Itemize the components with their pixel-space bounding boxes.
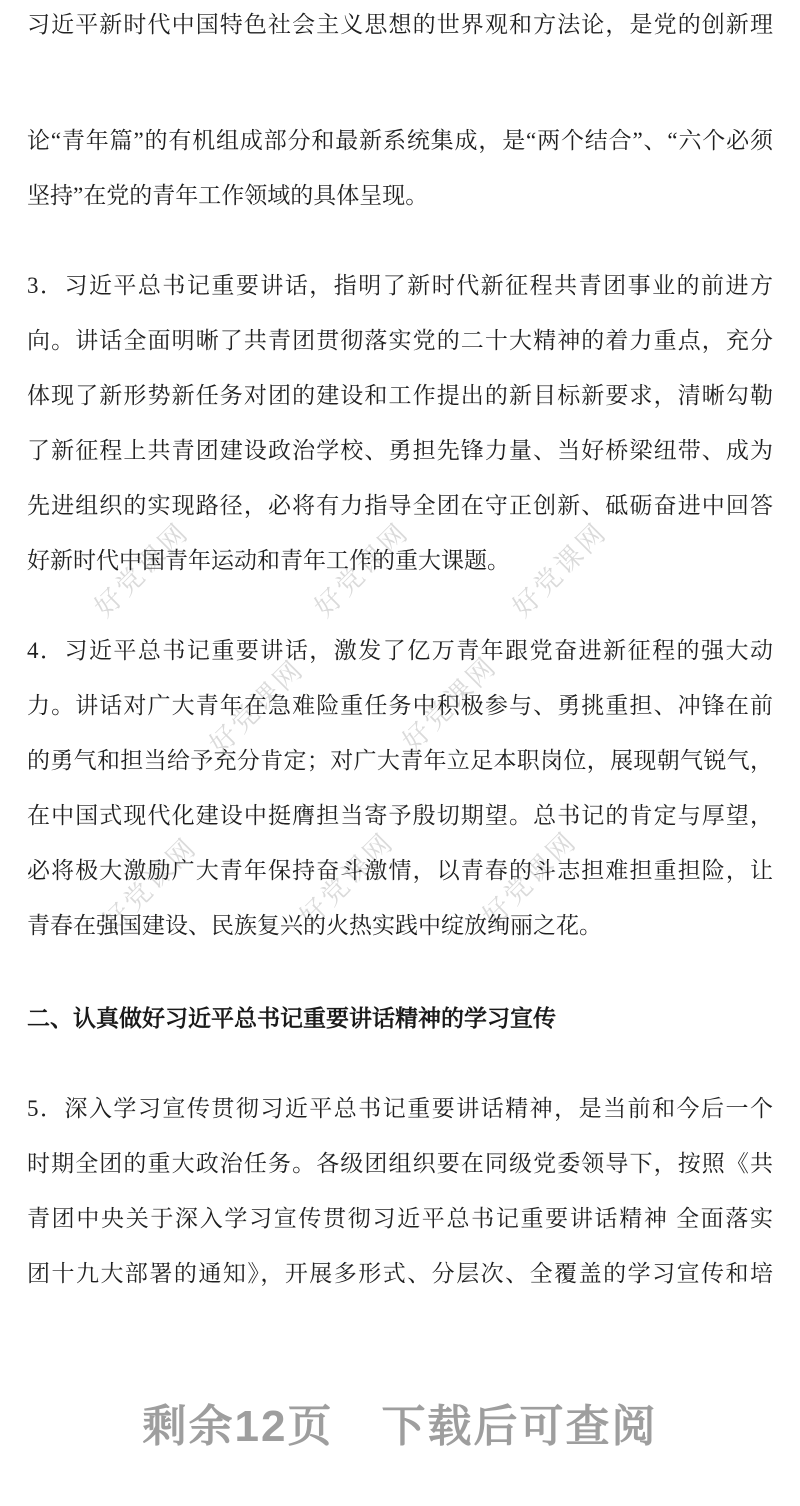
document-text-line: 在中国式现代化建设中挺膺担当寄予殷切期望。总书记的肯定与厚望，: [27, 803, 773, 828]
watermark-text: 好党课网: [506, 516, 613, 623]
document-text-line: 习近平新时代中国特色社会主义思想的世界观和方法论，是党的创新理: [27, 12, 773, 37]
footer-notice: [0, 1398, 800, 1456]
paragraph-point-3: [27, 258, 773, 588]
document-text-line: 青团中央关于深入学习宣传贯彻习近平总书记重要讲话精神 全面落实: [27, 1206, 773, 1231]
document-text-line: 论“青年篇”的有机组成部分和最新系统集成，是“两个结合”、“六个必须: [27, 128, 773, 153]
document-text-line: 体现了新形势新任务对团的建设和工作提出的新目标新要求，清晰勾勒: [27, 383, 773, 408]
download-hint-label: 下载后可查阅: [381, 1402, 658, 1451]
watermark-text: 好党课网: [476, 825, 583, 932]
watermark-text: 好党课网: [308, 516, 415, 623]
watermark-text: 好党课网: [203, 653, 310, 760]
paragraph-point-5: [27, 1081, 773, 1301]
document-text-line: 时期全团的重大政治任务。各级团组织要在同级党委领导下，按照《共: [27, 1151, 773, 1176]
document-text-line: 力。讲话对广大青年在急难险重任务中积极参与、勇挑重担、冲锋在前: [27, 693, 773, 718]
remaining-pages-label: 剩余12页: [142, 1402, 334, 1451]
paragraph-intro-part2: [27, 113, 773, 223]
watermark-text: 好党课网: [96, 831, 203, 938]
document-text-line: 好新时代中国青年运动和青年工作的重大课题。: [27, 548, 510, 573]
document-text-line: 5．深入学习宣传贯彻习近平总书记重要讲话精神，是当前和今后一个: [27, 1096, 773, 1121]
document-text-line: 的勇气和担当给予充分肯定；对广大青年立足本职岗位，展现朝气锐气，: [27, 748, 773, 773]
document-text-line: 4．习近平总书记重要讲话，激发了亿万青年跟党奋进新征程的强大动: [27, 638, 773, 663]
document-text-line: 坚持”在党的青年工作领域的具体呈现。: [27, 183, 429, 208]
paragraph-point-4: [27, 623, 773, 953]
document-text-line: 先进组织的实现路径，必将有力指导全团在守正创新、砥砺奋进中回答: [27, 493, 773, 518]
document-body: [27, 0, 773, 1301]
document-text-line: 青春在强国建设、民族复兴的火热实践中绽放绚丽之花。: [27, 913, 602, 938]
watermark-text: 好党课网: [293, 826, 400, 933]
section-heading-2: [27, 991, 773, 1046]
section-heading-text: 二、认真做好习近平总书记重要讲话精神的学习宣传: [27, 1005, 556, 1031]
document-text-line: 向。讲话全面明晰了共青团贯彻落实党的二十大精神的着力重点，充分: [27, 328, 773, 353]
document-text-line: 必将极大激励广大青年保持奋斗激情，以青春的斗志担难担重担险，让: [27, 858, 773, 883]
watermark-text: 好党课网: [396, 650, 503, 757]
document-text-line: 3．习近平总书记重要讲话，指明了新时代新征程共青团事业的前进方: [27, 273, 773, 298]
document-text-line: 团十九大部署的通知》，开展多形式、分层次、全覆盖的学习宣传和培: [27, 1261, 773, 1286]
watermark-text: 好党课网: [88, 516, 195, 623]
document-text-line: 了新征程上共青团建设政治学校、勇担先锋力量、当好桥梁纽带、成为: [27, 438, 773, 463]
paragraph-intro-part1: [27, 0, 773, 52]
